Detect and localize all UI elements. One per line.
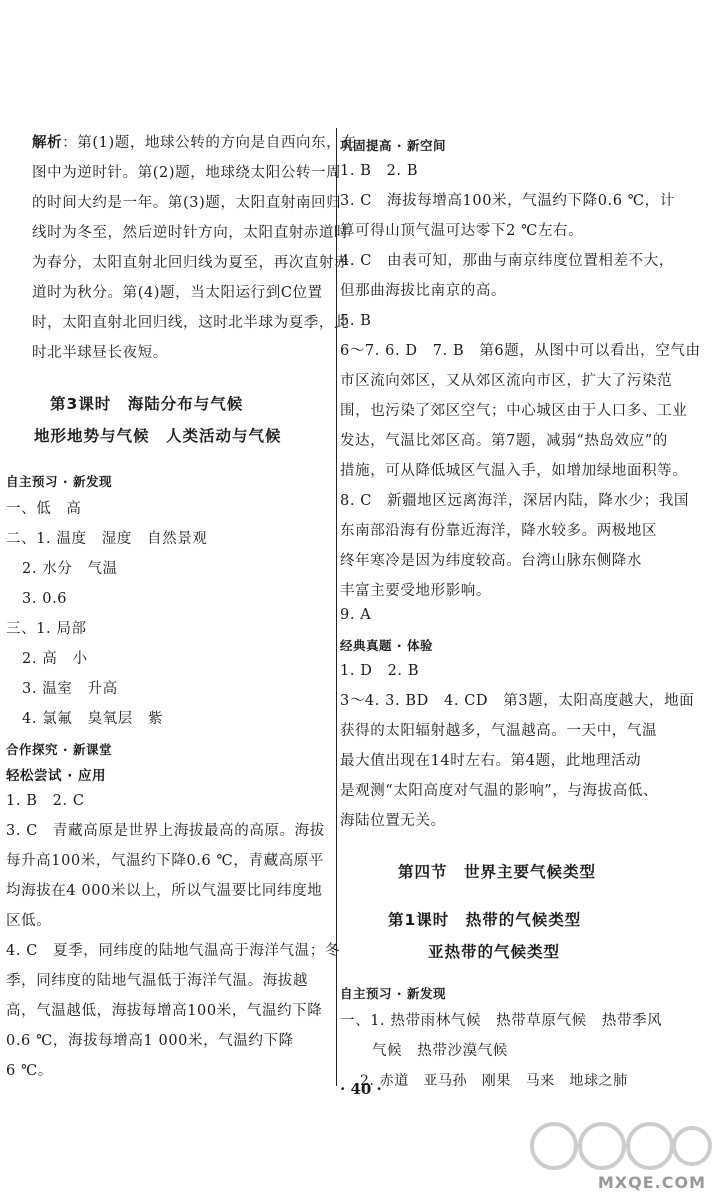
- answer-line: 9. A: [340, 607, 372, 623]
- explanation-label: 解析: [32, 135, 63, 151]
- answer-line: 4. C 由表可知，那曲与南京纬度位置相差不大，: [340, 253, 674, 269]
- explanation-line-1: 解析：第(1)题，地球公转的方向是自西向东，在: [32, 135, 357, 151]
- answer-line: 1. B 2. C: [6, 793, 85, 809]
- answer-line: 8. C 新疆地区远离海洋，深居内陆，降水少；我国: [340, 493, 690, 509]
- answer-line: 1. D 2. B: [340, 663, 420, 679]
- lesson-3-title-line-2: 地形地势与气候 人类活动与气候: [34, 427, 282, 445]
- answer-line: 措施，可从降低城区气温入手，如增加绿地面积等。: [340, 463, 688, 479]
- answer-line: 季，同纬度的陆地气温低于海洋气温。海拔越: [6, 973, 308, 989]
- answer-line: 三、1. 局部: [6, 621, 87, 637]
- section-cooperate-heading: 合作探究 · 新课堂: [6, 742, 112, 757]
- answer-line: 每升高100米，气温约下降0.6 ℃，青藏高原平: [6, 853, 324, 869]
- answer-line: 均海拔在4 000米以上，所以气温要比同纬度地: [6, 883, 323, 899]
- section-consolidate-heading: 巩固提高 · 新空间: [340, 138, 446, 153]
- answer-line: 市区流向郊区，又从郊区流向市区，扩大了污染范: [340, 373, 673, 389]
- watermark-text: MXQE.COM: [597, 1173, 706, 1192]
- answer-line: 2. 水分 气温: [22, 561, 118, 577]
- lesson-3-title-line-1: 第3课时 海陆分布与气候: [50, 395, 244, 413]
- answer-line: 气候 热带沙漠气候: [372, 1043, 508, 1059]
- explanation-line-4: 线时为冬至，然后逆时针方向，太阳直射赤道时: [32, 225, 350, 241]
- answer-line: 丰富主要受地形影响。: [340, 583, 491, 599]
- section-try-heading: 轻松尝试 · 应用: [6, 768, 107, 784]
- explanation-line-5: 为春分，太阳直射北回归线为夏至，再次直射赤: [32, 255, 350, 271]
- answer-line: 2. 高 小: [22, 651, 88, 667]
- page-number: · 40 ·: [340, 1080, 382, 1098]
- answer-line: 0.6 ℃，海拔每增高1 000米，气温约下降: [6, 1033, 294, 1049]
- answer-line: 3. 温室 升高: [22, 681, 118, 697]
- answer-line: 区低。: [6, 913, 52, 929]
- explanation-line-2: 图中为逆时针。第(2)题，地球绕太阳公转一周: [32, 165, 342, 181]
- explanation-line-7: 时，太阳直射北回归线，这时北半球为夏季，此: [32, 315, 350, 331]
- answer-line: 获得的太阳辐射越多，气温越高。一天中，气温: [340, 723, 658, 739]
- answer-line: 海陆位置无关。: [340, 813, 446, 829]
- answer-line: 3. C 青藏高原是世界上海拔最高的高原。海拔: [6, 823, 325, 839]
- answer-line: 但那曲海拔比南京的高。: [340, 283, 507, 299]
- answer-line: 4. C 夏季，同纬度的陆地气温高于海洋气温；冬: [6, 943, 340, 959]
- answer-line: 终年寒冷是因为纬度较高。台湾山脉东侧降水: [340, 553, 642, 569]
- answer-line: 高，气温越低，海拔每增高100米，气温约下降: [6, 1003, 323, 1019]
- explanation-line-6: 道时为秋分。第(4)题，当太阳运行到C位置: [32, 285, 323, 301]
- answer-line: 3. 0.6: [22, 591, 68, 607]
- answer-line: 发达，气温比郊区高。第7题，减弱“热岛效应”的: [340, 433, 668, 449]
- section-4-title: 第四节 世界主要气候类型: [398, 863, 597, 881]
- answer-line: 2. 赤道 亚马孙 刚果 马来 地球之肺: [360, 1073, 628, 1089]
- section-preview-heading: 自主预习 · 新发现: [6, 474, 112, 489]
- answer-line: 最大值出现在14时左右。第4题，此地理活动: [340, 753, 642, 769]
- answer-line: 6 ℃。: [6, 1063, 53, 1079]
- answer-line: 围，也污染了郊区空气；中心城区由于人口多、工业: [340, 403, 688, 419]
- lesson-1-title-line-1: 第1课时 热带的气候类型: [388, 911, 582, 929]
- answer-line: 是观测“太阳高度对气温的影响”，与海拔高低、: [340, 783, 659, 799]
- section-preview-heading-2: 自主预习 · 新发现: [340, 986, 446, 1001]
- answer-line: 4. 氯氟 臭氧层 紫: [22, 711, 164, 727]
- section-exam-heading: 经典真题 · 体验: [340, 638, 433, 653]
- explanation-line-8: 时北半球昼长夜短。: [32, 345, 168, 361]
- answer-line: 一、低 高: [6, 501, 82, 517]
- answer-line: 东南部沿海有份靠近海洋，降水较多。两极地区: [340, 523, 658, 539]
- explanation-line-3: 的时间大约是一年。第(3)题，太阳直射南回归: [32, 195, 342, 211]
- lesson-1-title-line-2: 亚热带的气候类型: [428, 943, 561, 961]
- answer-line: 一、1. 热带雨林气候 热带草原气候 热带季风: [340, 1013, 663, 1029]
- answer-line: 1. B 2. B: [340, 163, 419, 179]
- answer-line: 二、1. 温度 湿度 自然景观: [6, 531, 208, 547]
- answer-line: 5. B: [340, 313, 372, 329]
- answer-line: 6～7. 6. D 7. B 第6题，从图中可以看出，空气由: [340, 343, 701, 359]
- answer-line: 3. C 海拔每增高100米，气温约下降0.6 ℃，计: [340, 193, 675, 209]
- answer-line: 算可得山顶气温可达零下2 ℃左右。: [340, 223, 584, 239]
- answer-line: 3～4. 3. BD 4. CD 第3题，太阳高度越大，地面: [340, 693, 695, 709]
